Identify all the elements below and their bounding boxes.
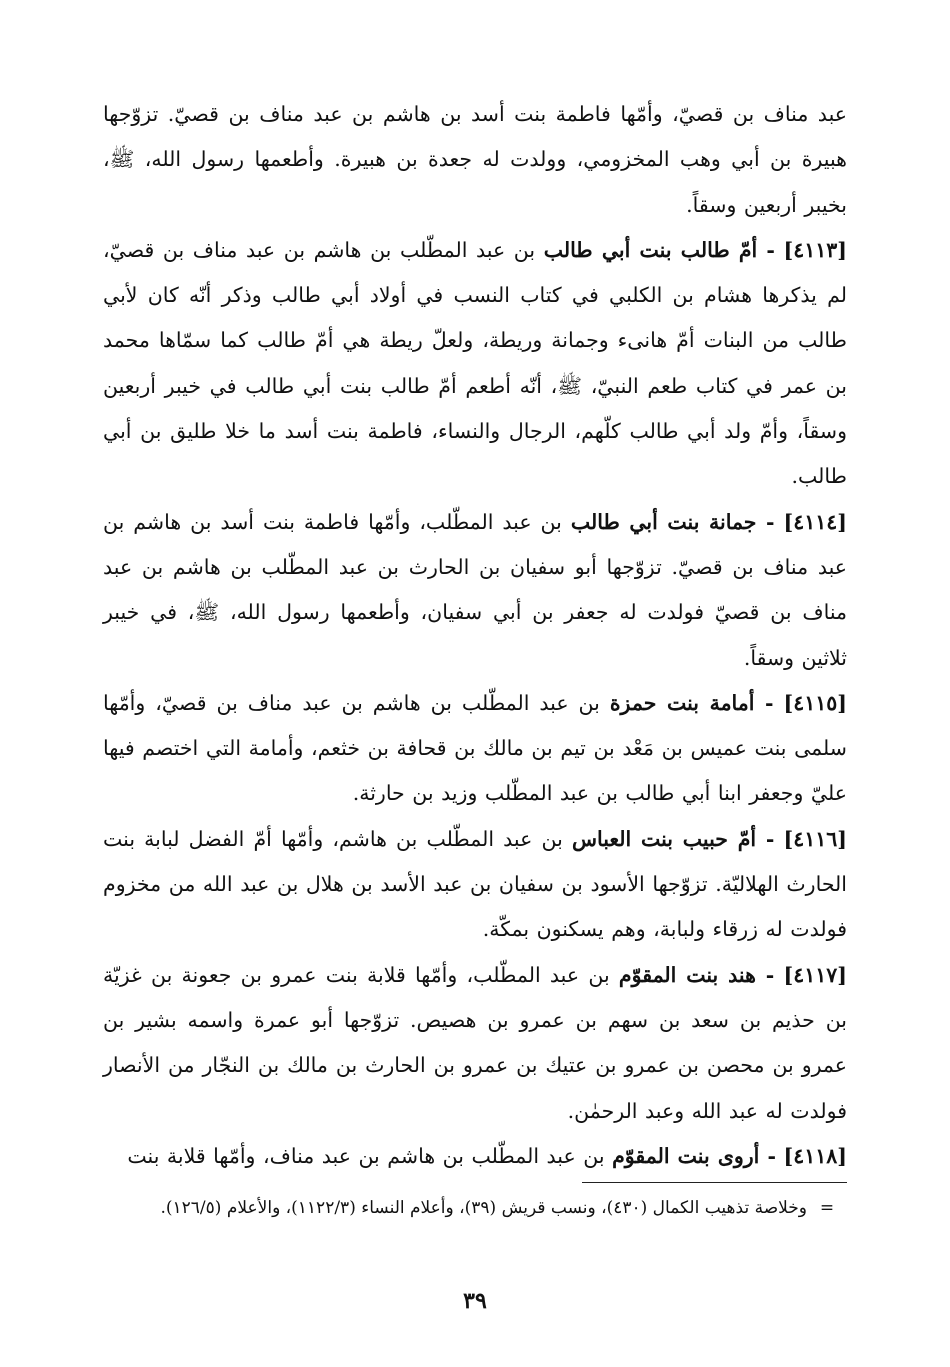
entry-number: [٤١١٨] (783, 1143, 847, 1168)
entry-text: بن عبد المطّلب، وأمّها فاطمة بنت أسد بن هاشم بن عبد مناف بن قصيّ. تزوّجها أبو سفيان بن الحارث بن عبد المطّلب بن هاشم بن عبد مناف بن قصيّ فولدت له جعفر بن أبي سفيان، وأطعمها رسول الله، ﷺ، في خيبر ثلاثين وسقاً. (103, 509, 847, 670)
entry-name: - جمانة بنت أبي طالب (570, 509, 775, 534)
entry-name: - أروى بنت المقوّم (612, 1143, 777, 1168)
entry-4116 (103, 817, 847, 953)
page-number: ٣٩ (463, 1288, 487, 1314)
page-body (103, 92, 847, 1179)
entry-name: - أمّ حبيب بنت العباس (571, 826, 775, 851)
entry-4117 (103, 953, 847, 1134)
footnote (103, 1193, 847, 1224)
intro-paragraph: عبد مناف بن قصيّ، وأمّها فاطمة بنت أسد بن هاشم بن عبد مناف بن قصيّ. تزوّجها هبيرة بن أبي وهب المخزومي، وولدت له جعدة بن هبيرة. وأطعمها رسول الله، ﷺ، بخيبر أربعين وسقاً. (103, 102, 847, 217)
entry-text: بن عبد المطّلب، وأمّها قلابة بنت عمرو بن جعونة بن غزيّة بن حذيم بن سعد بن سهم بن عمرو بن هصيص. تزوّجها أبو عمرة واسمه بشير بن عمرو بن محصن بن عمرو بن عتيك بن عمرو بن الحارث بن مالك بن النجّار من الأنصار فولدت له عبد الله وعبد الرحمٰن. (103, 962, 847, 1123)
footnote-divider (582, 1182, 847, 1183)
entry-number: [٤١١٣] (783, 237, 847, 262)
entry-text: بن عبد المطّلب بن هاشم بن عبد مناف بن قصيّ، وأمّها سلمى بنت عميس بن مَعْد بن تيم بن مالك بن قحافة بن خثعم، وأمامة التي اختصم فيها عليّ وجعفر ابنا أبي طالب بن عبد المطّلب وزيد بن حارثة. (103, 690, 847, 806)
entry-number: [٤١١٤] (783, 509, 847, 534)
footnote-text: وخلاصة تذهيب الكمال (٤٣٠)، ونسب قريش (٣٩)، وأعلام النساء (١١٢٢/٣)، والأعلام (١٢٦/٥). (160, 1198, 807, 1218)
entry-text: بن عبد المطّلب بن هاشم، وأمّها أمّ الفضل لبابة بنت الحارث الهلاليّة. تزوّجها الأسود بن سفيان بن عبد الأسد بن هلال بن عبد الله من مخزوم فولدت له زرقاء ولبابة، وهم يسكنون بمكّة. (103, 826, 847, 942)
entry-name: - أمامة بنت حمزة (609, 690, 774, 715)
entry-name: - أمّ طالب بنت أبي طالب (543, 237, 775, 262)
entry-4113 (103, 228, 847, 500)
entry-4114 (103, 500, 847, 681)
entry-4115 (103, 681, 847, 817)
entry-text: بن عبد المطّلب بن هاشم بن عبد مناف، وأمّها قلابة بنت (127, 1143, 613, 1168)
entry-number: [٤١١٧] (783, 962, 847, 987)
entry-text: بن عبد المطّلب بن هاشم بن عبد مناف بن قصيّ، لم يذكرها هشام بن الكلبي في كتاب النسب في أولاد أبي طالب وذكر أنّه كان لأبي طالب من البنات أمّ هانىء وجمانة وريطة، ولعلّ ريطة هي أمّ طالب كما سمّاها محمد بن عمر في كتاب طعم النبيّ، ﷺ، أنّه أطعم أمّ طالب بنت أبي طالب في خيبر أربعين وسقاً، وأمّ ولد أبي طالب كلّهم، الرجال والنساء، فاطمة بنت أسد ما خلا طليق بن أبي طالب. (103, 237, 847, 489)
footnote-marker: = (819, 1198, 835, 1218)
entry-name: - هند بنت المقوّم (618, 962, 775, 987)
entry-4118 (103, 1134, 847, 1179)
entry-number: [٤١١٥] (783, 690, 847, 715)
entry-number: [٤١١٦] (783, 826, 847, 851)
